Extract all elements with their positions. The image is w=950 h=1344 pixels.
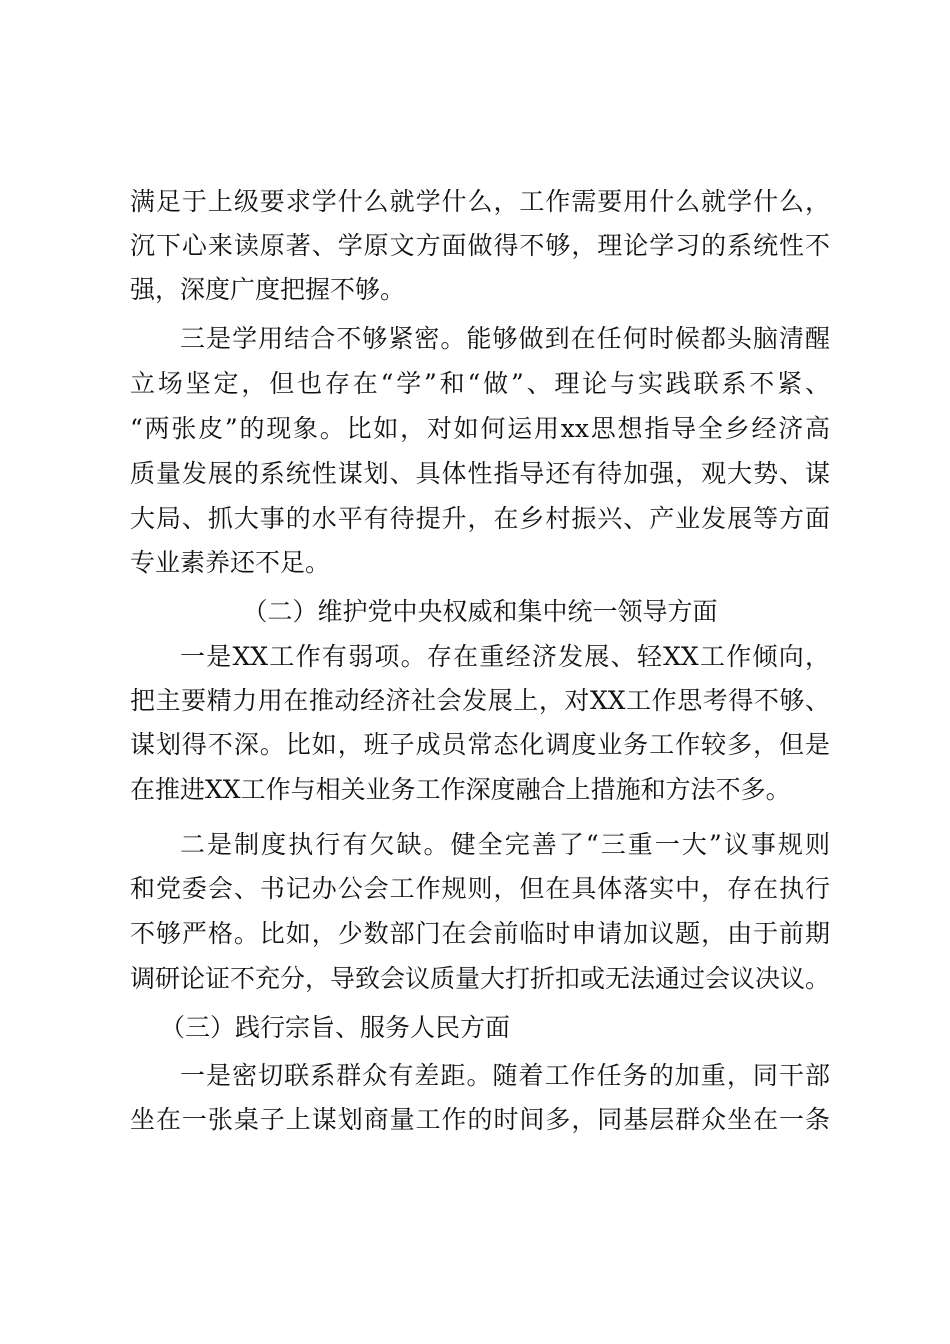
body-text-line: 立场坚定，但也存在“学”和“做”、理论与实践联系不紧、 — [130, 369, 830, 398]
body-text-line: 一是密切联系群众有差距。随着工作任务的加重，同干部 — [180, 1061, 830, 1090]
body-text-line: 调研论证不充分，导致会议质量大打折扣或无法通过会议决议。 — [130, 964, 831, 993]
body-text-line: 把主要精力用在推动经济社会发展上，对XX工作思考得不够、 — [130, 686, 830, 715]
body-text-line: 在推进XX工作与相关业务工作深度融合上措施和方法不多。 — [130, 775, 791, 804]
body-text-line: 坐在一张桌子上谋划商量工作的时间多，同基层群众坐在一条 — [130, 1105, 830, 1134]
body-text-line: 强，深度广度把握不够。 — [130, 275, 406, 304]
body-text-line: 大局、抓大事的水平有待提升，在乡村振兴、产业发展等方面 — [130, 504, 830, 533]
body-text-line: 专业素养还不足。 — [130, 548, 331, 577]
body-text-line: 二是制度执行有欠缺。健全完善了“三重一大”议事规则 — [180, 830, 830, 859]
body-text-line: 不够严格。比如，少数部门在会前临时申请加议题，由于前期 — [130, 919, 830, 948]
body-text-line: 谋划得不深。比如，班子成员常态化调度业务工作较多，但是 — [130, 730, 830, 759]
body-text-line: 沉下心来读原著、学原文方面做得不够，理论学习的系统性不 — [130, 231, 830, 260]
section-heading: （三）践行宗旨、服务人民方面 — [160, 1013, 511, 1042]
body-text-line: 一是XX工作有弱项。存在重经济发展、轻XX工作倾向， — [180, 642, 830, 671]
body-text-line: 质量发展的系统性谋划、具体性指导还有待加强，观大势、谋 — [130, 459, 830, 488]
body-text-line: 和党委会、书记办公会工作规则，但在具体落实中，存在执行 — [130, 874, 830, 903]
section-heading: （二）维护党中央权威和集中统一领导方面 — [242, 597, 718, 626]
body-text-line: “两张皮”的现象。比如，对如何运用xx思想指导全乡经济高 — [130, 414, 830, 443]
body-text-line: 三是学用结合不够紧密。能够做到在任何时候都头脑清醒 — [180, 324, 830, 353]
body-text-line: 满足于上级要求学什么就学什么，工作需要用什么就学什么， — [130, 187, 830, 216]
